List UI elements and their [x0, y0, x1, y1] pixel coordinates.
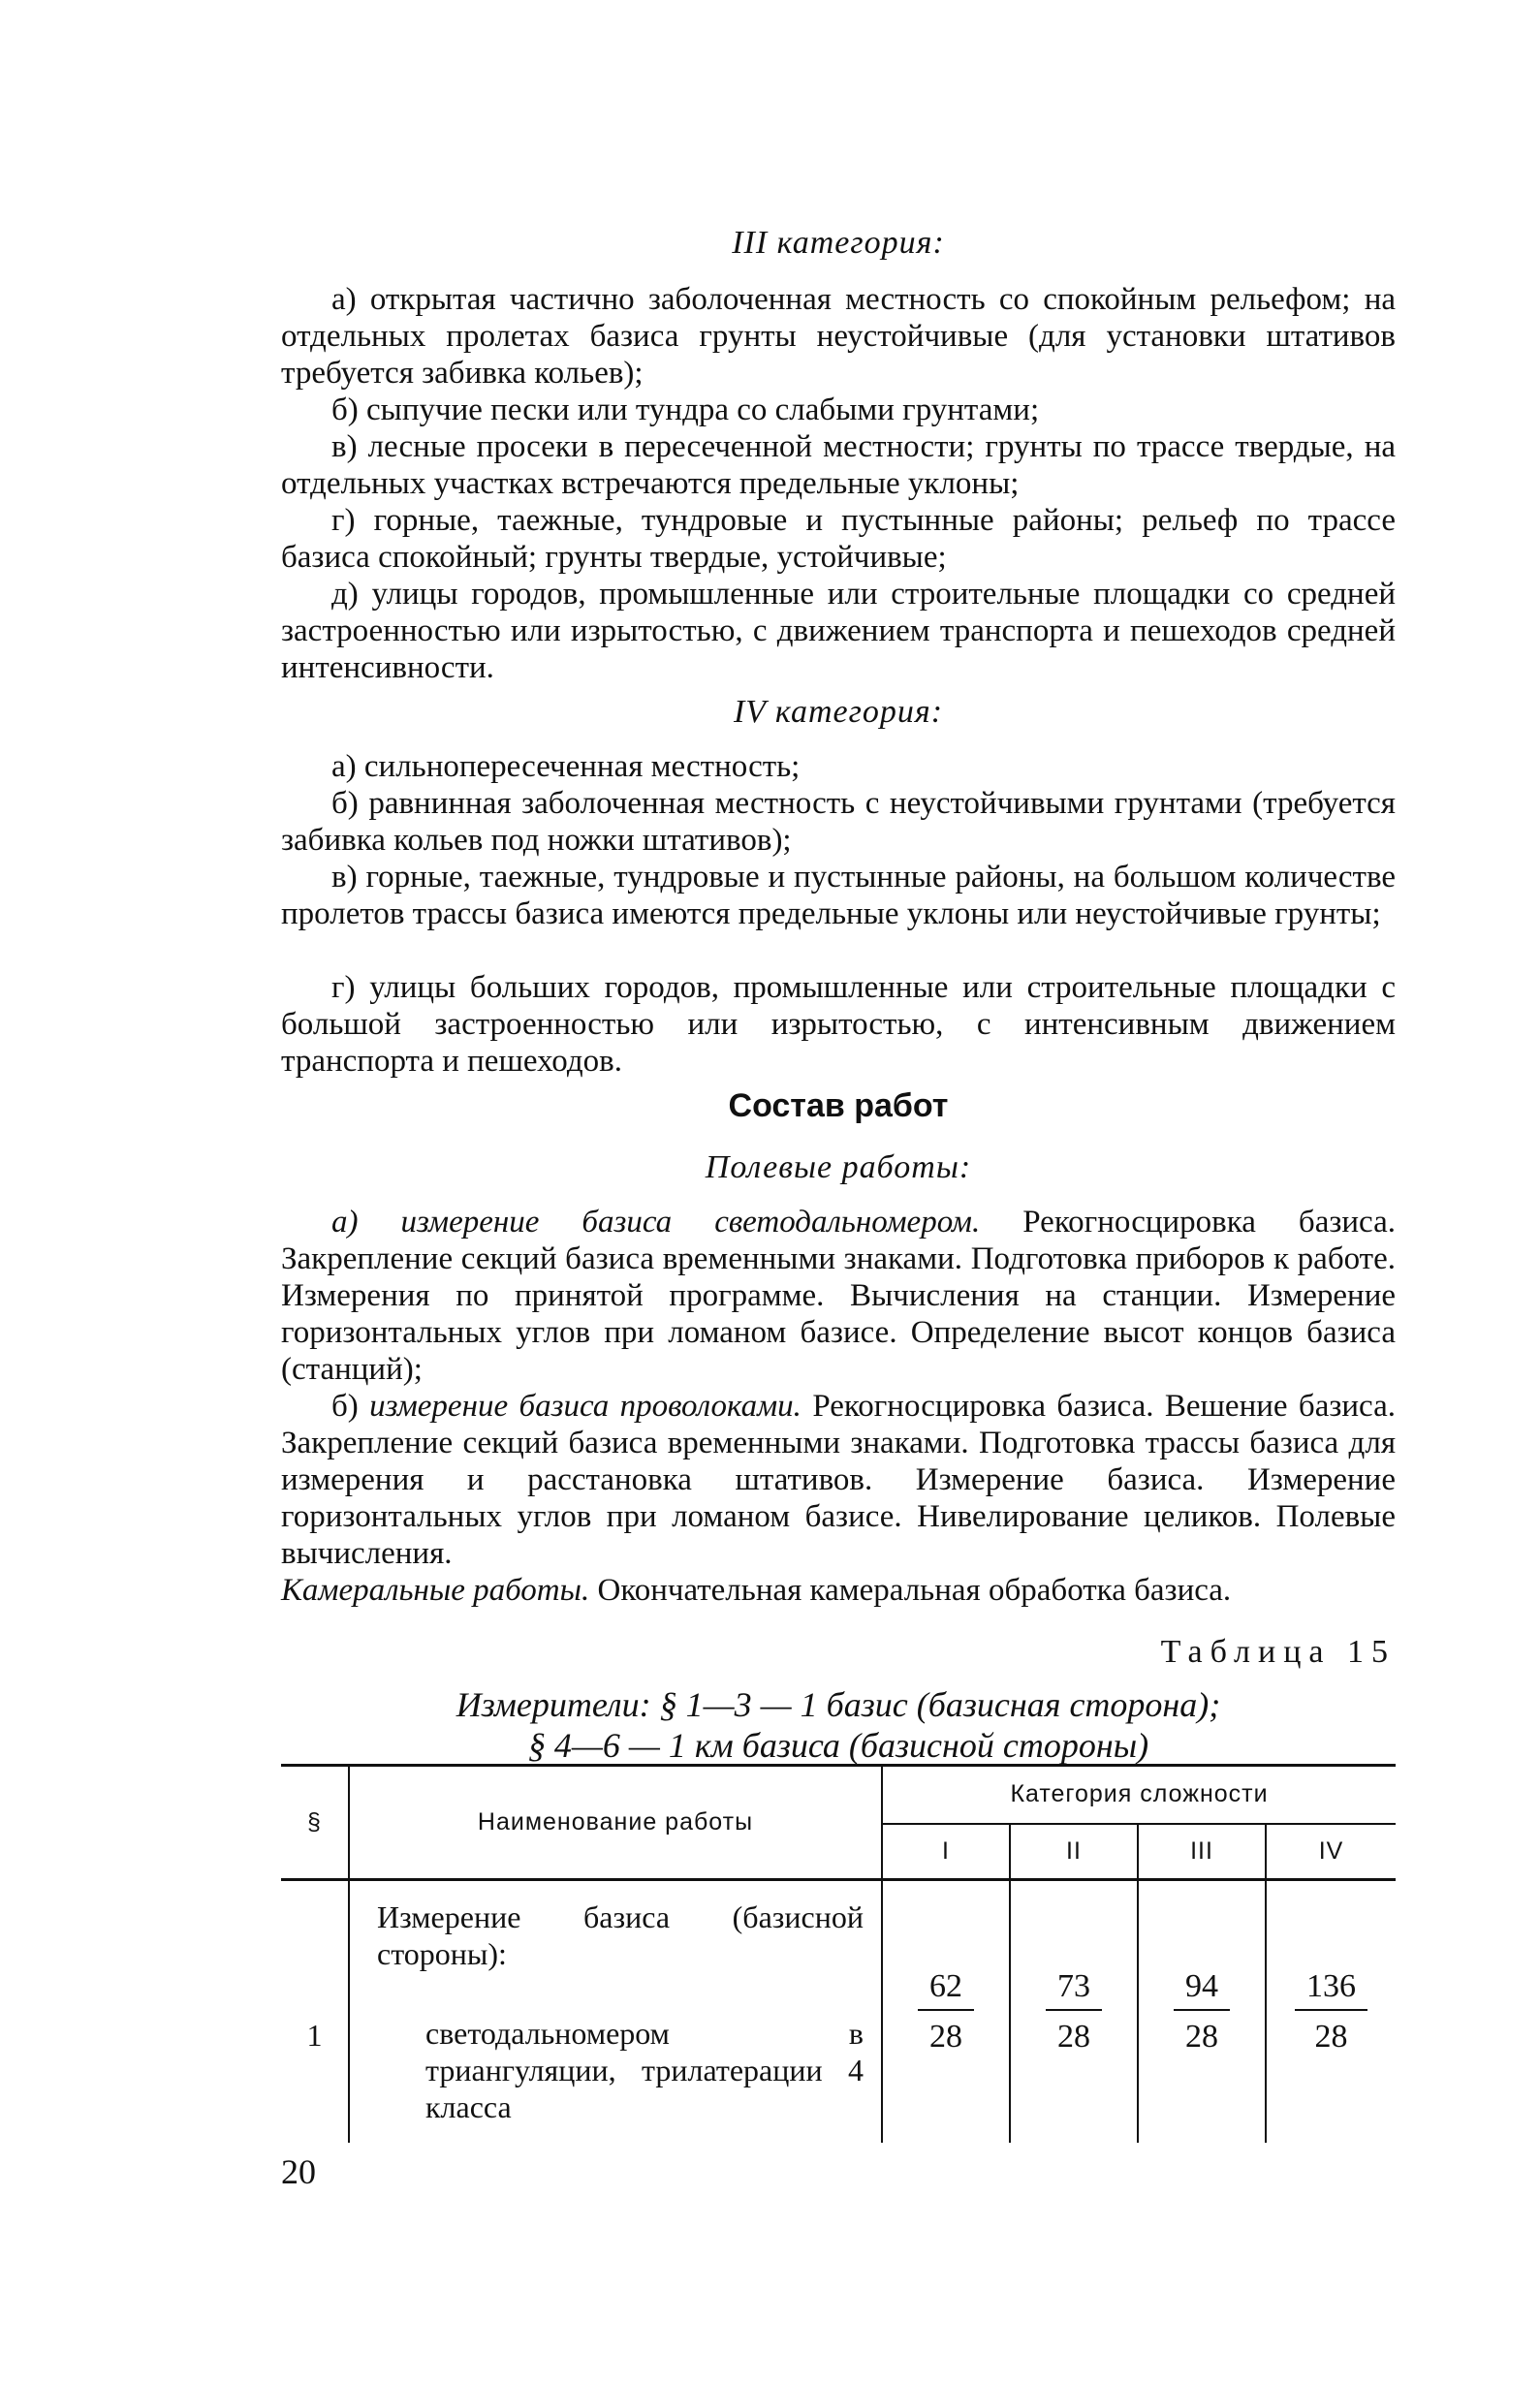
row1-cat1-numerator: 62 [918, 1968, 974, 2011]
row1-cat3-denominator: 28 [1185, 2019, 1218, 2055]
row1-cat2-denominator: 28 [1057, 2019, 1090, 2055]
field-works-item-a-title: а) измерение базиса светодальномером. [331, 1205, 981, 1240]
field-works-item-b-prefix: б) [331, 1389, 370, 1424]
field-works-heading: Полевые работы: [705, 1149, 972, 1185]
row1-name-line2: светодальномером в триангуляции, трилатерации 4 класса [425, 2016, 864, 2124]
row1-cat2-numerator: 73 [1046, 1968, 1102, 2011]
table-header-cat-2: II [1010, 1824, 1138, 1880]
cat3-item-g: г) горные, таежные, тундровые и пустынные районы; рельеф по трассе базиса спокойный; грунты твердые, устойчивые; [281, 503, 1396, 575]
table-header-name: Наименование работы [349, 1766, 882, 1880]
cat4-item-b: б) равнинная заболоченная местность с неустойчивыми грунтами (требуется забивка кольев под ножки штативов); [281, 786, 1396, 858]
table-label: Таблица 15 [1160, 1634, 1396, 1670]
row1-cat3-numerator: 94 [1174, 1968, 1230, 2011]
row1-cat4-denominator: 28 [1314, 2019, 1348, 2055]
row1-value-cat-4 [1266, 1880, 1396, 2144]
row1-name-line1: Измерение базиса (базисной стороны): [377, 1899, 864, 1971]
table-header-cat-3: III [1138, 1824, 1266, 1880]
office-works [281, 1572, 1396, 1609]
cat3-heading: III категория: [732, 225, 945, 261]
office-works-title: Камеральные работы. [281, 1573, 590, 1608]
cat4-item-v: в) горные, таежные, тундровые и пустынные районы, на большом количестве пролетов трассы базиса имеются предельные уклоны или неустойчивые грунты; [281, 860, 1396, 931]
cat4-item-a: а) сильнопересеченная местность; [331, 749, 801, 784]
table-caption-line1: Измерители: § 1—3 — 1 базис (базисная сторона); [456, 1685, 1221, 1724]
table-caption-line2: § 4—6 — 1 км базиса (базисной стороны) [527, 1726, 1149, 1765]
office-works-text: Окончательная камеральная обработка базиса. [589, 1573, 1232, 1608]
cat3-item-v: в) лесные просеки в пересеченной местности; грунты по трассе твердые, на отдельных участках встречаются предельные уклоны; [281, 429, 1396, 501]
table-header-cat-1: I [882, 1824, 1010, 1880]
cat3-item-d: д) улицы городов, промышленные или строительные площадки со средней застроенностью или изрытостью, с движением транспорта и пешеходов средней интенсивности. [281, 577, 1396, 685]
row1-cat4-numerator: 136 [1295, 1968, 1367, 2011]
page-number: 20 [281, 2152, 316, 2191]
norms-table [281, 1764, 1396, 2143]
cat3-item-a: а) открытая частично заболоченная местность со спокойным рельефом; на отдельных пролетах базиса грунты неустойчивые (для установки штативов требуется забивка кольев); [281, 282, 1396, 391]
field-works-item-b-title: измерение базиса проволоками. [369, 1389, 801, 1424]
row1-section: 1 [306, 2018, 323, 2053]
row1-name [349, 1880, 882, 2144]
cat3-item-b: б) сыпучие пески или тундра со слабыми грунтами; [331, 392, 1040, 427]
row1-value-cat-3 [1138, 1880, 1266, 2144]
works-title: Состав работ [728, 1087, 949, 1124]
row1-value-cat-2 [1010, 1880, 1138, 2144]
table-header-category: Категория сложности [882, 1766, 1396, 1824]
row1-value-cat-1 [882, 1880, 1010, 2144]
table-header-section: § [281, 1766, 349, 1880]
cat4-heading: IV категория: [733, 694, 944, 730]
table-header-cat-4: IV [1266, 1824, 1396, 1880]
field-works-item-b [281, 1388, 1396, 1572]
field-works-item-a-text: Рекогносцировка базиса. Закрепление секций базиса временными знаками. Подготовка приборов к работе. Измерения по принятой программе. Вычисления на станции. Измерение горизонтальных углов при ломаном базисе. Определение высот концов базиса (станций); [281, 1205, 1397, 1387]
table-row [281, 1880, 1396, 2144]
field-works-item-b-text: Рекогносцировка базиса. Вешение базиса. Закрепление секций базиса временными знаками. Подготовка трассы базиса для измерения и расстановка штативов. Измерение базиса. Измерение горизонтальных углов при ломаном базисе. Нивелирование целиков. Полевые вычисления. [281, 1389, 1397, 1571]
field-works-item-a [281, 1204, 1396, 1388]
row1-cat1-denominator: 28 [929, 2019, 962, 2055]
cat4-item-g: г) улицы больших городов, промышленные или строительные площадки с большой застроенностью или изрытостью, с интенсивным движением транспорта и пешеходов. [281, 970, 1396, 1079]
